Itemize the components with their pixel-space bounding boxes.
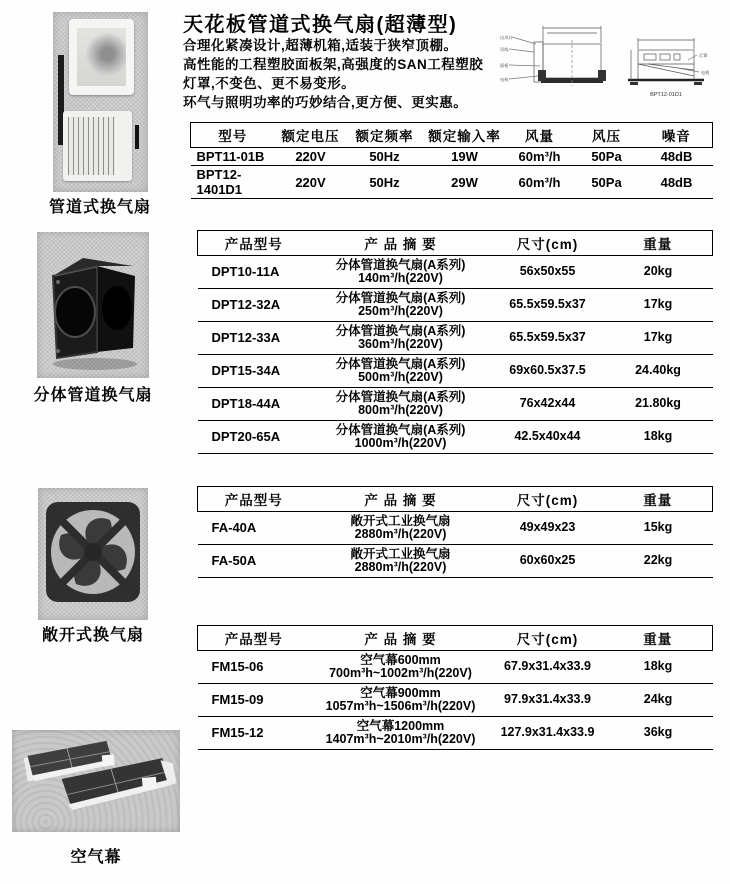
table-cell [492, 651, 604, 684]
product-photo-air-curtain [12, 730, 180, 832]
cell-model [198, 684, 310, 717]
column-header: 噪音 [641, 123, 713, 148]
column-header: 产品型号 [198, 626, 310, 651]
cell-line: 220V [295, 149, 326, 164]
photo-caption: 空气幕 [70, 849, 122, 866]
cell-line: 97.9x31.4x33.9 [504, 692, 591, 707]
column-header: 风量 [507, 123, 573, 148]
grille-panel [69, 19, 134, 95]
table-cell [641, 148, 713, 166]
table-cell [604, 322, 713, 355]
cell-line: 50Hz [369, 174, 400, 190]
table-cell [347, 166, 423, 199]
cell-line: 140m³/h(220V) [358, 271, 443, 285]
table-cell [275, 148, 347, 166]
column-header: 重量 [604, 231, 713, 256]
cell-line: 24kg [643, 692, 673, 707]
column-header: 尺寸(cm) [492, 626, 604, 651]
cell-line: 17kg [643, 330, 673, 345]
table-row [191, 166, 713, 199]
cell-line: FM15-12 [211, 725, 264, 741]
cell-line: FA-40A [211, 520, 257, 536]
cell-line: 分体管道换气扇(A系列) [335, 323, 466, 338]
diagram-label: 吊线 [500, 47, 509, 52]
table-cell [492, 545, 604, 578]
split-duct-fan-image [37, 232, 149, 378]
photo-caption: 敞开式换气扇 [41, 627, 144, 644]
table-cell [310, 289, 492, 322]
table-cell [310, 684, 492, 717]
cell-line: BPT12-1401D1 [196, 167, 243, 197]
cell-line: 49x49x23 [519, 520, 576, 535]
table-row [198, 322, 713, 355]
column-header: 尺寸(cm) [492, 231, 604, 256]
product-photo-duct-fan [53, 12, 148, 192]
cell-model [198, 388, 310, 421]
table-cell [310, 388, 492, 421]
cell-line: FM15-09 [211, 692, 264, 708]
diagram-label: 电机 [500, 77, 509, 82]
page-title: 天花板管道式换气扇(超薄型) [183, 14, 458, 36]
column-header: 重量 [604, 487, 713, 512]
table-cell [310, 545, 492, 578]
column-header: 产品型号 [198, 487, 310, 512]
air-curtain-image [12, 730, 180, 832]
spec-table [190, 122, 713, 199]
cell-line: 48dB [660, 174, 693, 190]
table-cell [604, 421, 713, 454]
cell-line: 分体管道换气扇(A系列) [335, 356, 466, 371]
table-cell [310, 651, 492, 684]
product-description [183, 36, 513, 112]
cell-line: 127.9x31.4x33.9 [500, 725, 595, 740]
table-cell [507, 166, 573, 199]
cell-model [198, 421, 310, 454]
cell-model [198, 545, 310, 578]
table-cell [492, 355, 604, 388]
cell-line: 60x60x25 [519, 553, 576, 568]
cell-line: 700m³h~1002m³/h(220V) [329, 666, 472, 680]
table-cell [310, 256, 492, 289]
photo-caption: 分体管道换气扇 [33, 387, 153, 404]
table-cell [604, 256, 713, 289]
diagram-label: 灯罩 [699, 53, 708, 58]
cell-line: 敞开式工业换气扇 [350, 513, 451, 528]
table-cell [492, 289, 604, 322]
cell-model [198, 512, 310, 545]
cell-line: 1407m³h~2010m³/h(220V) [325, 732, 476, 746]
cell-line: 50Pa [591, 174, 622, 190]
cell-line: DPT20-65A [211, 429, 281, 445]
cell-line: 1057m³h~1506m³/h(220V) [325, 699, 476, 713]
table-header-row [198, 487, 713, 512]
cell-line: 56x50x55 [519, 264, 576, 279]
table-cell [310, 355, 492, 388]
cell-line: 2880m³/h(220V) [354, 560, 447, 574]
product-photo-open-fan [38, 488, 148, 620]
table-cell [492, 388, 604, 421]
cell-line: 分体管道换气扇(A系列) [335, 257, 466, 272]
column-header: 尺寸(cm) [492, 487, 604, 512]
cell-line: 29W [451, 174, 478, 190]
column-header: 产 品 摘 要 [310, 231, 492, 256]
cell-line: 48dB [660, 149, 693, 164]
product-photo-split-duct-fan [37, 232, 149, 378]
cell-line: 360m³/h(220V) [358, 337, 443, 351]
cell-line: 250m³/h(220V) [358, 304, 443, 318]
description-line: 环气与照明功率的巧妙结合,更方便、更实惠。 [183, 95, 468, 110]
cell-line: DPT18-44A [211, 396, 281, 412]
table-cell [310, 421, 492, 454]
table-cell [492, 256, 604, 289]
cell-model [198, 651, 310, 684]
cell-line: 69x60.5x37.5 [509, 363, 586, 378]
column-header: 重量 [604, 626, 713, 651]
louver-panel [63, 111, 131, 181]
air-curtain-table [197, 625, 713, 750]
cell-line: 19W [451, 149, 478, 164]
cell-line: 800m³/h(220V) [358, 403, 443, 417]
table-cell [573, 166, 641, 199]
cell-line: FA-50A [211, 553, 257, 569]
table-cell [492, 684, 604, 717]
cell-line: 空气幕900mm [360, 685, 441, 700]
table-row [198, 289, 713, 322]
column-header: 型号 [191, 123, 275, 148]
column-header: 额定输入率 [423, 123, 507, 148]
table-row [198, 512, 713, 545]
cell-model [198, 355, 310, 388]
description-line: 灯罩,不变色、更不易变形。 [183, 76, 356, 91]
table-row [198, 355, 713, 388]
mount-bar [135, 125, 139, 149]
cell-line: 1000m³/h(220V) [354, 436, 447, 450]
cell-line: 21.80kg [635, 396, 681, 411]
cell-line: 65.5x59.5x37 [509, 330, 586, 345]
cell-line: 42.5x40x44 [514, 429, 581, 444]
cell-line: 22kg [643, 553, 673, 568]
cell-model [191, 166, 275, 199]
cell-line: 60m³/h [518, 174, 561, 190]
column-header: 额定频率 [347, 123, 423, 148]
cell-model [198, 256, 310, 289]
cell-line: 65.5x59.5x37 [509, 297, 586, 312]
description-line: 合理化紧凑设计,超薄机箱,适装于狭窄顶棚。 [183, 38, 458, 53]
table-header-row [191, 123, 713, 148]
column-header: 风压 [573, 123, 641, 148]
cell-line: 50Pa [591, 149, 622, 164]
split-duct-fan-table [197, 230, 713, 454]
open-industrial-fan-table [197, 486, 713, 578]
table-cell [604, 289, 713, 322]
table-cell [423, 166, 507, 199]
table-cell [604, 355, 713, 388]
table-cell [347, 148, 423, 166]
table-row [191, 148, 713, 166]
cell-line: 24.40kg [635, 363, 681, 378]
cell-line: DPT15-34A [211, 363, 281, 379]
column-header: 产 品 摘 要 [310, 487, 492, 512]
table-row [198, 717, 713, 750]
tech-diagram [498, 16, 730, 122]
table-row [198, 256, 713, 289]
column-header: 产品型号 [198, 231, 310, 256]
cell-line: 60m³/h [518, 149, 561, 164]
description-line: 高性能的工程塑胶面板架,高强度的SAN工程塑胶 [183, 57, 484, 72]
table-cell [492, 512, 604, 545]
photo-caption: 管道式换气扇 [48, 199, 151, 216]
table-header-row [198, 231, 713, 256]
cell-line: DPT10-11A [211, 264, 280, 280]
cell-model [198, 322, 310, 355]
table-cell [641, 166, 713, 199]
cell-line: 17kg [643, 297, 673, 312]
table-row [198, 651, 713, 684]
cell-line: 500m³/h(220V) [358, 370, 443, 384]
cell-model [198, 717, 310, 750]
table-cell [492, 717, 604, 750]
cell-model [191, 148, 275, 166]
cell-line: 敞开式工业换气扇 [350, 546, 451, 561]
cell-line: 空气幕1200mm [356, 718, 445, 733]
cell-line: 18kg [643, 429, 673, 444]
table-cell [573, 148, 641, 166]
diagram-label: 出风口 [500, 35, 513, 40]
table-cell [604, 512, 713, 545]
table-row [198, 421, 713, 454]
cell-model [198, 289, 310, 322]
open-fan-image [38, 488, 148, 620]
cell-line: 15kg [643, 520, 673, 535]
table-cell [423, 148, 507, 166]
table-cell [604, 684, 713, 717]
cell-line: 220V [295, 174, 326, 190]
cell-line: 36kg [643, 725, 673, 740]
column-header: 额定电压 [275, 123, 347, 148]
cell-line: 分体管道换气扇(A系列) [335, 422, 466, 437]
cell-line: BPT11-01B [196, 149, 265, 164]
cell-line: 18kg [643, 659, 673, 674]
cell-line: 50Hz [369, 149, 400, 164]
cell-line: 20kg [643, 264, 673, 279]
table-cell [604, 388, 713, 421]
cell-line: 76x42x44 [519, 396, 576, 411]
column-header: 产 品 摘 要 [310, 626, 492, 651]
cell-line: DPT12-32A [211, 297, 281, 313]
cell-line: DPT12-33A [211, 330, 281, 346]
cell-line: 2880m³/h(220V) [354, 527, 447, 541]
cell-line: 空气幕600mm [360, 652, 441, 667]
table-row [198, 545, 713, 578]
table-cell [275, 166, 347, 199]
table-cell [507, 148, 573, 166]
cell-line: 分体管道换气扇(A系列) [335, 389, 466, 404]
table-cell [310, 717, 492, 750]
cell-line: FM15-06 [211, 659, 264, 675]
table-cell [310, 512, 492, 545]
diagram-label: 面板 [500, 63, 509, 68]
table-row [198, 684, 713, 717]
table-cell [604, 717, 713, 750]
table-cell [492, 322, 604, 355]
table-header-row [198, 626, 713, 651]
cell-line: 67.9x31.4x33.9 [504, 659, 591, 674]
diagram-caption: BPT12-01D1 [650, 92, 682, 98]
table-cell [604, 545, 713, 578]
table-cell [310, 322, 492, 355]
cell-line: 分体管道换气扇(A系列) [335, 290, 466, 305]
table-row [198, 388, 713, 421]
table-cell [604, 651, 713, 684]
table-cell [492, 421, 604, 454]
diagram-label: 电机 [701, 70, 710, 75]
